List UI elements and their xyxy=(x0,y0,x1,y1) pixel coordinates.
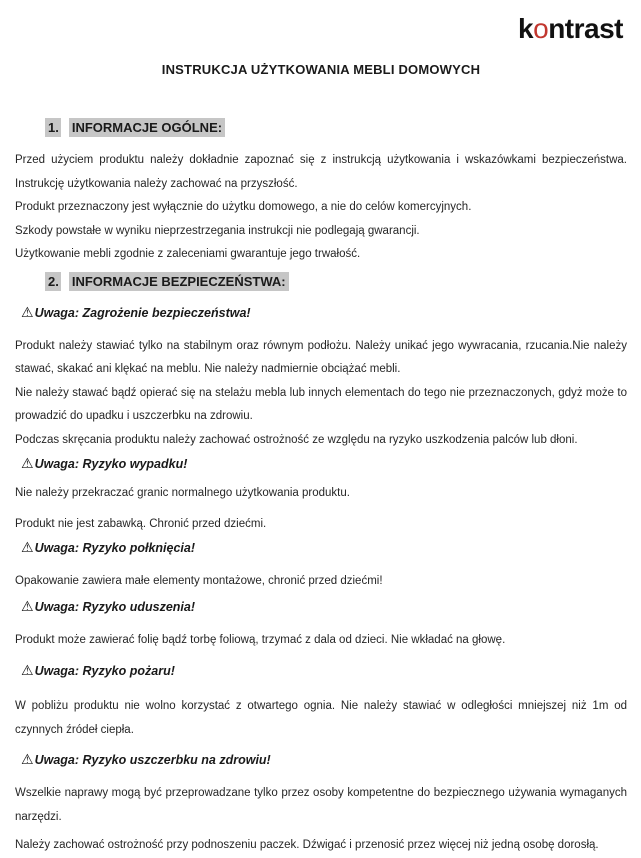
logo-red-o-icon: o xyxy=(533,13,549,44)
kontrast-logo xyxy=(518,12,623,46)
paragraph: Podczas skręcania produktu należy zachować ostrożność ze względu na ryzyko uszkodzenia palców lub dłoni. xyxy=(15,433,578,446)
warning-title-text: Uwaga: Zagrożenie bezpieczeństwa! xyxy=(34,305,251,320)
paragraph: Należy zachować ostrożność przy podnoszeniu paczek. Dźwigać i przenosić przez więcej niż jedną osobę dorosłą. xyxy=(15,839,599,851)
paragraph: Opakowanie zawiera małe elementy montażowe, chronić przed dziećmi! xyxy=(15,575,383,587)
paragraph: Nie należy stawać bądź opierać się na stelażu mebla lub innych elementach do tego nie przeznaczonych, gdyż może to prowadzić do upadku i uszczerbku na zdrowiu. xyxy=(15,386,627,422)
warning-heading-swallowing-risk xyxy=(21,538,627,558)
page-title: INSTRUKCJA UŻYTKOWANIA MEBLI DOMOWYCH xyxy=(161,62,481,77)
section-1-heading xyxy=(45,117,627,139)
logo-text-k: k xyxy=(518,13,534,44)
paragraph: W pobliżu produktu nie wolno korzystać z otwartego ognia. Nie należy stawiać w odległości mniejszej niż 1m od czynnych źródeł ciepła. xyxy=(15,700,627,736)
warning-heading-suffocation-risk xyxy=(21,597,627,617)
warning-heading-accident-risk xyxy=(21,454,627,474)
paragraph: Szkody powstałe w wyniku nieprzestrzegania instrukcji nie podlegają gwarancji. xyxy=(15,224,420,237)
section-2-heading-text: INFORMACJE BEZPIECZEŃSTWA: xyxy=(69,272,289,291)
paragraph: Produkt nie jest zabawką. Chronić przed dziećmi. xyxy=(15,517,267,530)
section-2-heading xyxy=(45,271,627,293)
warning-heading-fire-risk xyxy=(21,661,627,681)
warning-heading-security-hazard xyxy=(21,303,627,323)
warning-triangle-icon: ⚠ xyxy=(21,598,34,615)
section-2-number: 2. xyxy=(45,272,61,291)
warning-title-text: Uwaga: Ryzyko połknięcia! xyxy=(34,541,196,555)
paragraph: Przed użyciem produktu należy dokładnie zapoznać się z instrukcją użytkowania i wskazówkami bezpieczeństwa. Instrukcję użytkowania należy zachować na przyszłość. xyxy=(15,154,627,190)
paragraph: Wszelkie naprawy mogą być przeprowadzane tylko przez osoby kompetentne do bezpiecznego używania wymaganych narzędzi. xyxy=(15,787,627,823)
warning-title-text: Uwaga: Ryzyko wypadku! xyxy=(34,457,188,471)
section-1-heading-text: INFORMACJE OGÓLNE: xyxy=(69,118,225,137)
warning-triangle-icon: ⚠ xyxy=(21,304,34,321)
paragraph: Produkt należy stawiać tylko na stabilnym oraz równym podłożu. Należy unikać jego wywracania, rzucania.Nie należy stawać, skakać ani klękać na meblu. Nie należy nadmiernie obciążać mebli. xyxy=(15,339,627,375)
warning-heading-health-damage-risk xyxy=(21,750,627,770)
warning-title-text: Uwaga: Ryzyko pożaru! xyxy=(34,664,175,678)
warning-title-text: Uwaga: Ryzyko uszczerbku na zdrowiu! xyxy=(34,753,271,767)
warning-triangle-icon: ⚠ xyxy=(21,663,34,679)
paragraph: Produkt może zawierać folię bądź torbę foliową, trzymać z dala od dzieci. Nie wkładać na głowę. xyxy=(15,633,506,646)
logo-row xyxy=(15,12,627,46)
paragraph: Produkt przeznaczony jest wyłącznie do użytku domowego, a nie do celów komercyjnych. xyxy=(15,201,472,213)
section-1-number: 1. xyxy=(45,118,61,137)
paragraph: Nie należy przekraczać granic normalnego użytkowania produktu. xyxy=(15,487,350,499)
warning-triangle-icon: ⚠ xyxy=(21,540,34,556)
warning-title-text: Uwaga: Ryzyko uduszenia! xyxy=(34,599,196,614)
paragraph: Użytkowanie mebli zgodnie z zaleceniami gwarantuje jego trwałość. xyxy=(15,248,361,260)
warning-triangle-icon: ⚠ xyxy=(21,456,34,472)
warning-triangle-icon: ⚠ xyxy=(21,752,34,768)
logo-text-rest: ntrast xyxy=(548,13,623,44)
